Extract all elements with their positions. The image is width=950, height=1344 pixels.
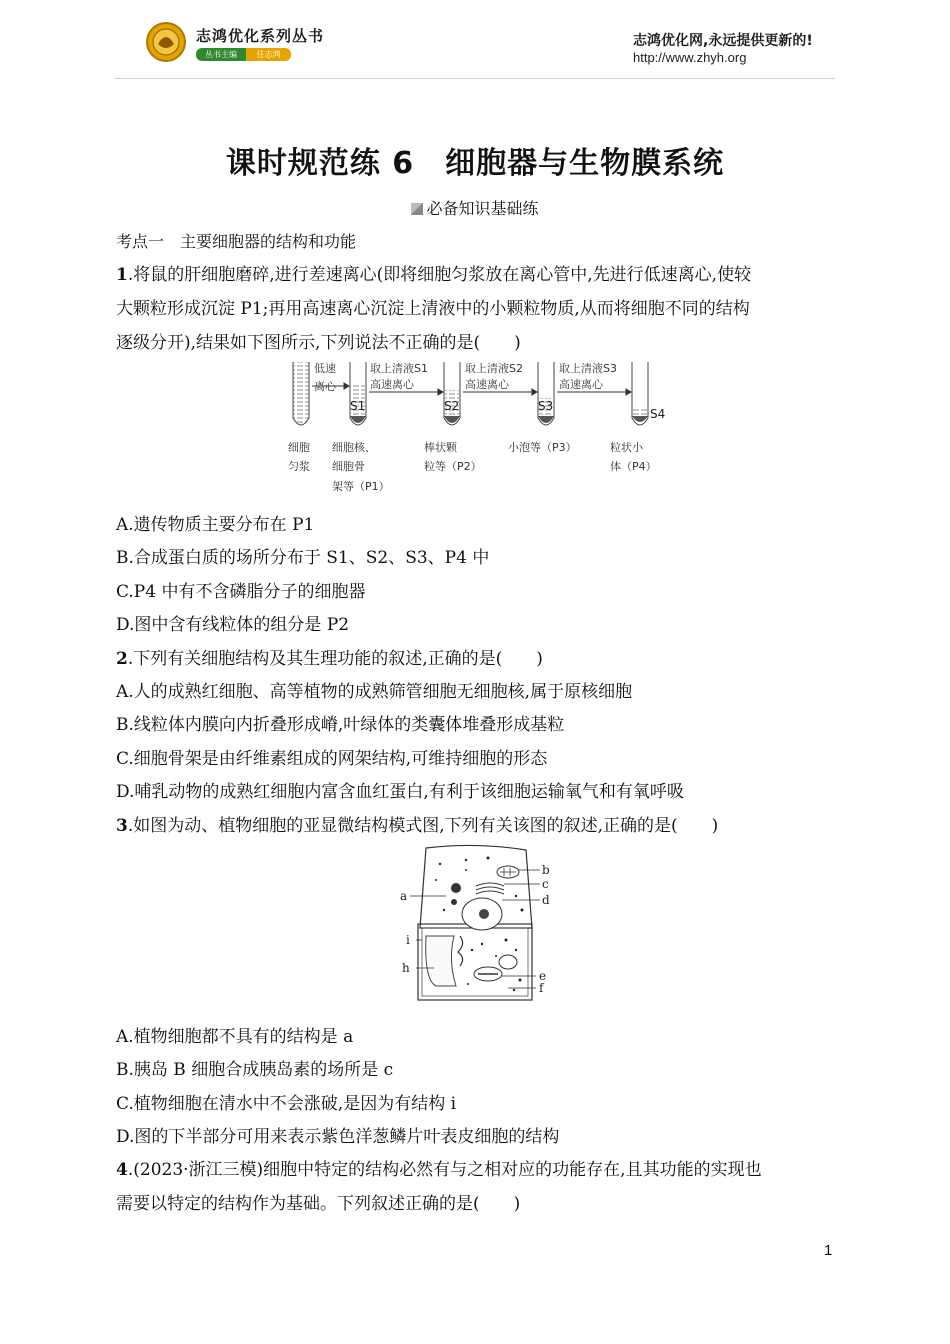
editor-label: 丛书主编 — [196, 48, 246, 61]
q3-option-b: B.胰岛 B 细胞合成胰岛素的场所是 c — [116, 1060, 394, 1080]
label-d: d — [542, 893, 550, 907]
caption-homogenate-a: 细胞 — [288, 441, 310, 454]
step2-label-b: 高速离心 — [370, 378, 414, 391]
page-number: 1 — [824, 1242, 833, 1259]
nucleolus — [479, 909, 489, 919]
q3-number: 3 — [116, 816, 128, 836]
tube-4 — [632, 362, 648, 425]
q1-line-3: 逐级分开),结果如下图所示,下列说法不正确的是( ) — [116, 333, 521, 353]
q2-stem-text: .下列有关细胞结构及其生理功能的叙述,正确的是( ) — [127, 649, 543, 669]
caption-p1-c: 架等（P1） — [332, 480, 390, 493]
q2-number: 2 — [116, 649, 128, 669]
q2-stem — [116, 648, 543, 670]
step1-label-a: 低速 — [314, 362, 336, 375]
step4-label-a: 取上清液S3 — [559, 362, 617, 375]
q1-option-b: B.合成蛋白质的场所分布于 S1、S2、S3、P4 中 — [116, 548, 490, 568]
q2-option-d: D.哺乳动物的成熟红细胞内富含血红蛋白,有利于该细胞运输氧气和有氧呼吸 — [116, 782, 684, 802]
tube-2 — [444, 362, 460, 425]
caption-p4-b: 体（P4） — [610, 460, 657, 473]
q3-stem — [116, 815, 718, 837]
q1-option-a: A.遗传物质主要分布在 P1 — [116, 515, 315, 535]
q4-line-1 — [116, 1159, 762, 1181]
section-subtitle — [0, 196, 950, 219]
q1-line-1 — [116, 264, 751, 286]
publisher-logo — [146, 22, 186, 62]
q4-line-2: 需要以特定的结构作为基础。下列叙述正确的是( ) — [116, 1194, 521, 1214]
q2-option-a: A.人的成熟红细胞、高等植物的成熟筛管细胞无细胞核,属于原核细胞 — [116, 682, 633, 702]
tube-1 — [350, 362, 366, 425]
page-header — [0, 0, 950, 80]
label-f: f — [539, 981, 544, 995]
header-url[interactable]: http://www.zhyh.org — [633, 50, 747, 65]
vacuole — [426, 936, 456, 986]
q4-number: 4 — [116, 1160, 128, 1180]
caption-homogenate-b: 匀浆 — [288, 460, 310, 473]
cell-structure-figure — [396, 840, 556, 1006]
caption-p2-b: 粒等（P2） — [424, 460, 482, 473]
q3-option-a: A.植物细胞都不具有的结构是 a — [116, 1027, 354, 1047]
step4-label-b: 高速离心 — [559, 378, 603, 391]
step3-label-a: 取上清液S2 — [465, 362, 523, 375]
caption-p2-a: 棒状颗 — [424, 441, 457, 454]
caption-p1-a: 细胞核、 — [332, 441, 376, 454]
header-slogan: 志鸿优化网,永远提供更新的! — [633, 33, 813, 49]
tube-homogenate — [293, 362, 309, 425]
supernatant-s2: S2 — [444, 399, 460, 413]
label-e: e — [539, 969, 547, 983]
page-title: 课时规范练 6 细胞器与生物膜系统 — [225, 146, 725, 181]
q3-stem-text: .如图为动、植物细胞的亚显微结构模式图,下列有关该图的叙述,正确的是( ) — [127, 816, 719, 836]
step1-label-b: 离心 — [314, 380, 336, 393]
centrifugation-figure — [280, 356, 680, 498]
caption-p3-a: 小泡等（P3） — [508, 441, 577, 454]
editor-tag — [196, 48, 291, 61]
q1-option-c: C.P4 中有不含磷脂分子的细胞器 — [116, 582, 366, 602]
q4-stem-1: .(2023·浙江三模)细胞中特定的结构必然有与之相对应的功能存在,且其功能的实现也 — [127, 1160, 762, 1180]
q2-option-b: B.线粒体内膜向内折叠形成嵴,叶绿体的类囊体堆叠形成基粒 — [116, 715, 565, 735]
q1-stem-1: .将鼠的肝细胞磨碎,进行差速离心(即将细胞匀浆放在离心管中,先进行低速离心,使较 — [127, 265, 752, 285]
supernatant-s4: S4 — [650, 407, 666, 421]
q2-option-c: C.细胞骨架是由纤维素组成的网架结构,可维持细胞的形态 — [116, 749, 548, 769]
q3-option-c: C.植物细胞在清水中不会涨破,是因为有结构 i — [116, 1094, 457, 1114]
supernatant-s3: S3 — [538, 399, 554, 413]
editor-name: 任志鸿 — [246, 48, 291, 61]
mitochondrion-lower — [499, 955, 517, 969]
supernatant-s1: S1 — [350, 399, 366, 413]
caption-p4-a: 粒状小 — [610, 441, 643, 454]
caption-p1-b: 细胞骨 — [332, 460, 365, 473]
subtitle-text: 必备知识基础练 — [426, 199, 539, 218]
label-h: h — [402, 961, 410, 975]
step2-label-a: 取上清液S1 — [370, 362, 428, 375]
label-a: a — [400, 889, 408, 903]
q1-line-2: 大颗粒形成沉淀 P1;再用高速离心沉淀上清液中的小颗粒物质,从而将细胞不同的结构 — [116, 299, 750, 319]
square-mark-icon — [411, 203, 423, 215]
label-b: b — [542, 863, 550, 877]
endoplasmic-reticulum — [458, 936, 463, 966]
header-divider — [115, 78, 835, 79]
centrosome — [451, 883, 461, 893]
section-heading: 考点一 主要细胞器的结构和功能 — [116, 232, 357, 251]
step3-label-b: 高速离心 — [465, 378, 509, 391]
q3-option-d: D.图的下半部分可用来表示紫色洋葱鳞片叶表皮细胞的结构 — [116, 1127, 560, 1147]
q1-number: 1 — [116, 265, 128, 285]
label-c: c — [542, 877, 549, 891]
q1-option-d: D.图中含有线粒体的组分是 P2 — [116, 615, 350, 635]
label-i: i — [406, 933, 410, 947]
tube-3 — [538, 362, 554, 425]
series-title: 志鸿优化系列丛书 — [196, 27, 325, 45]
